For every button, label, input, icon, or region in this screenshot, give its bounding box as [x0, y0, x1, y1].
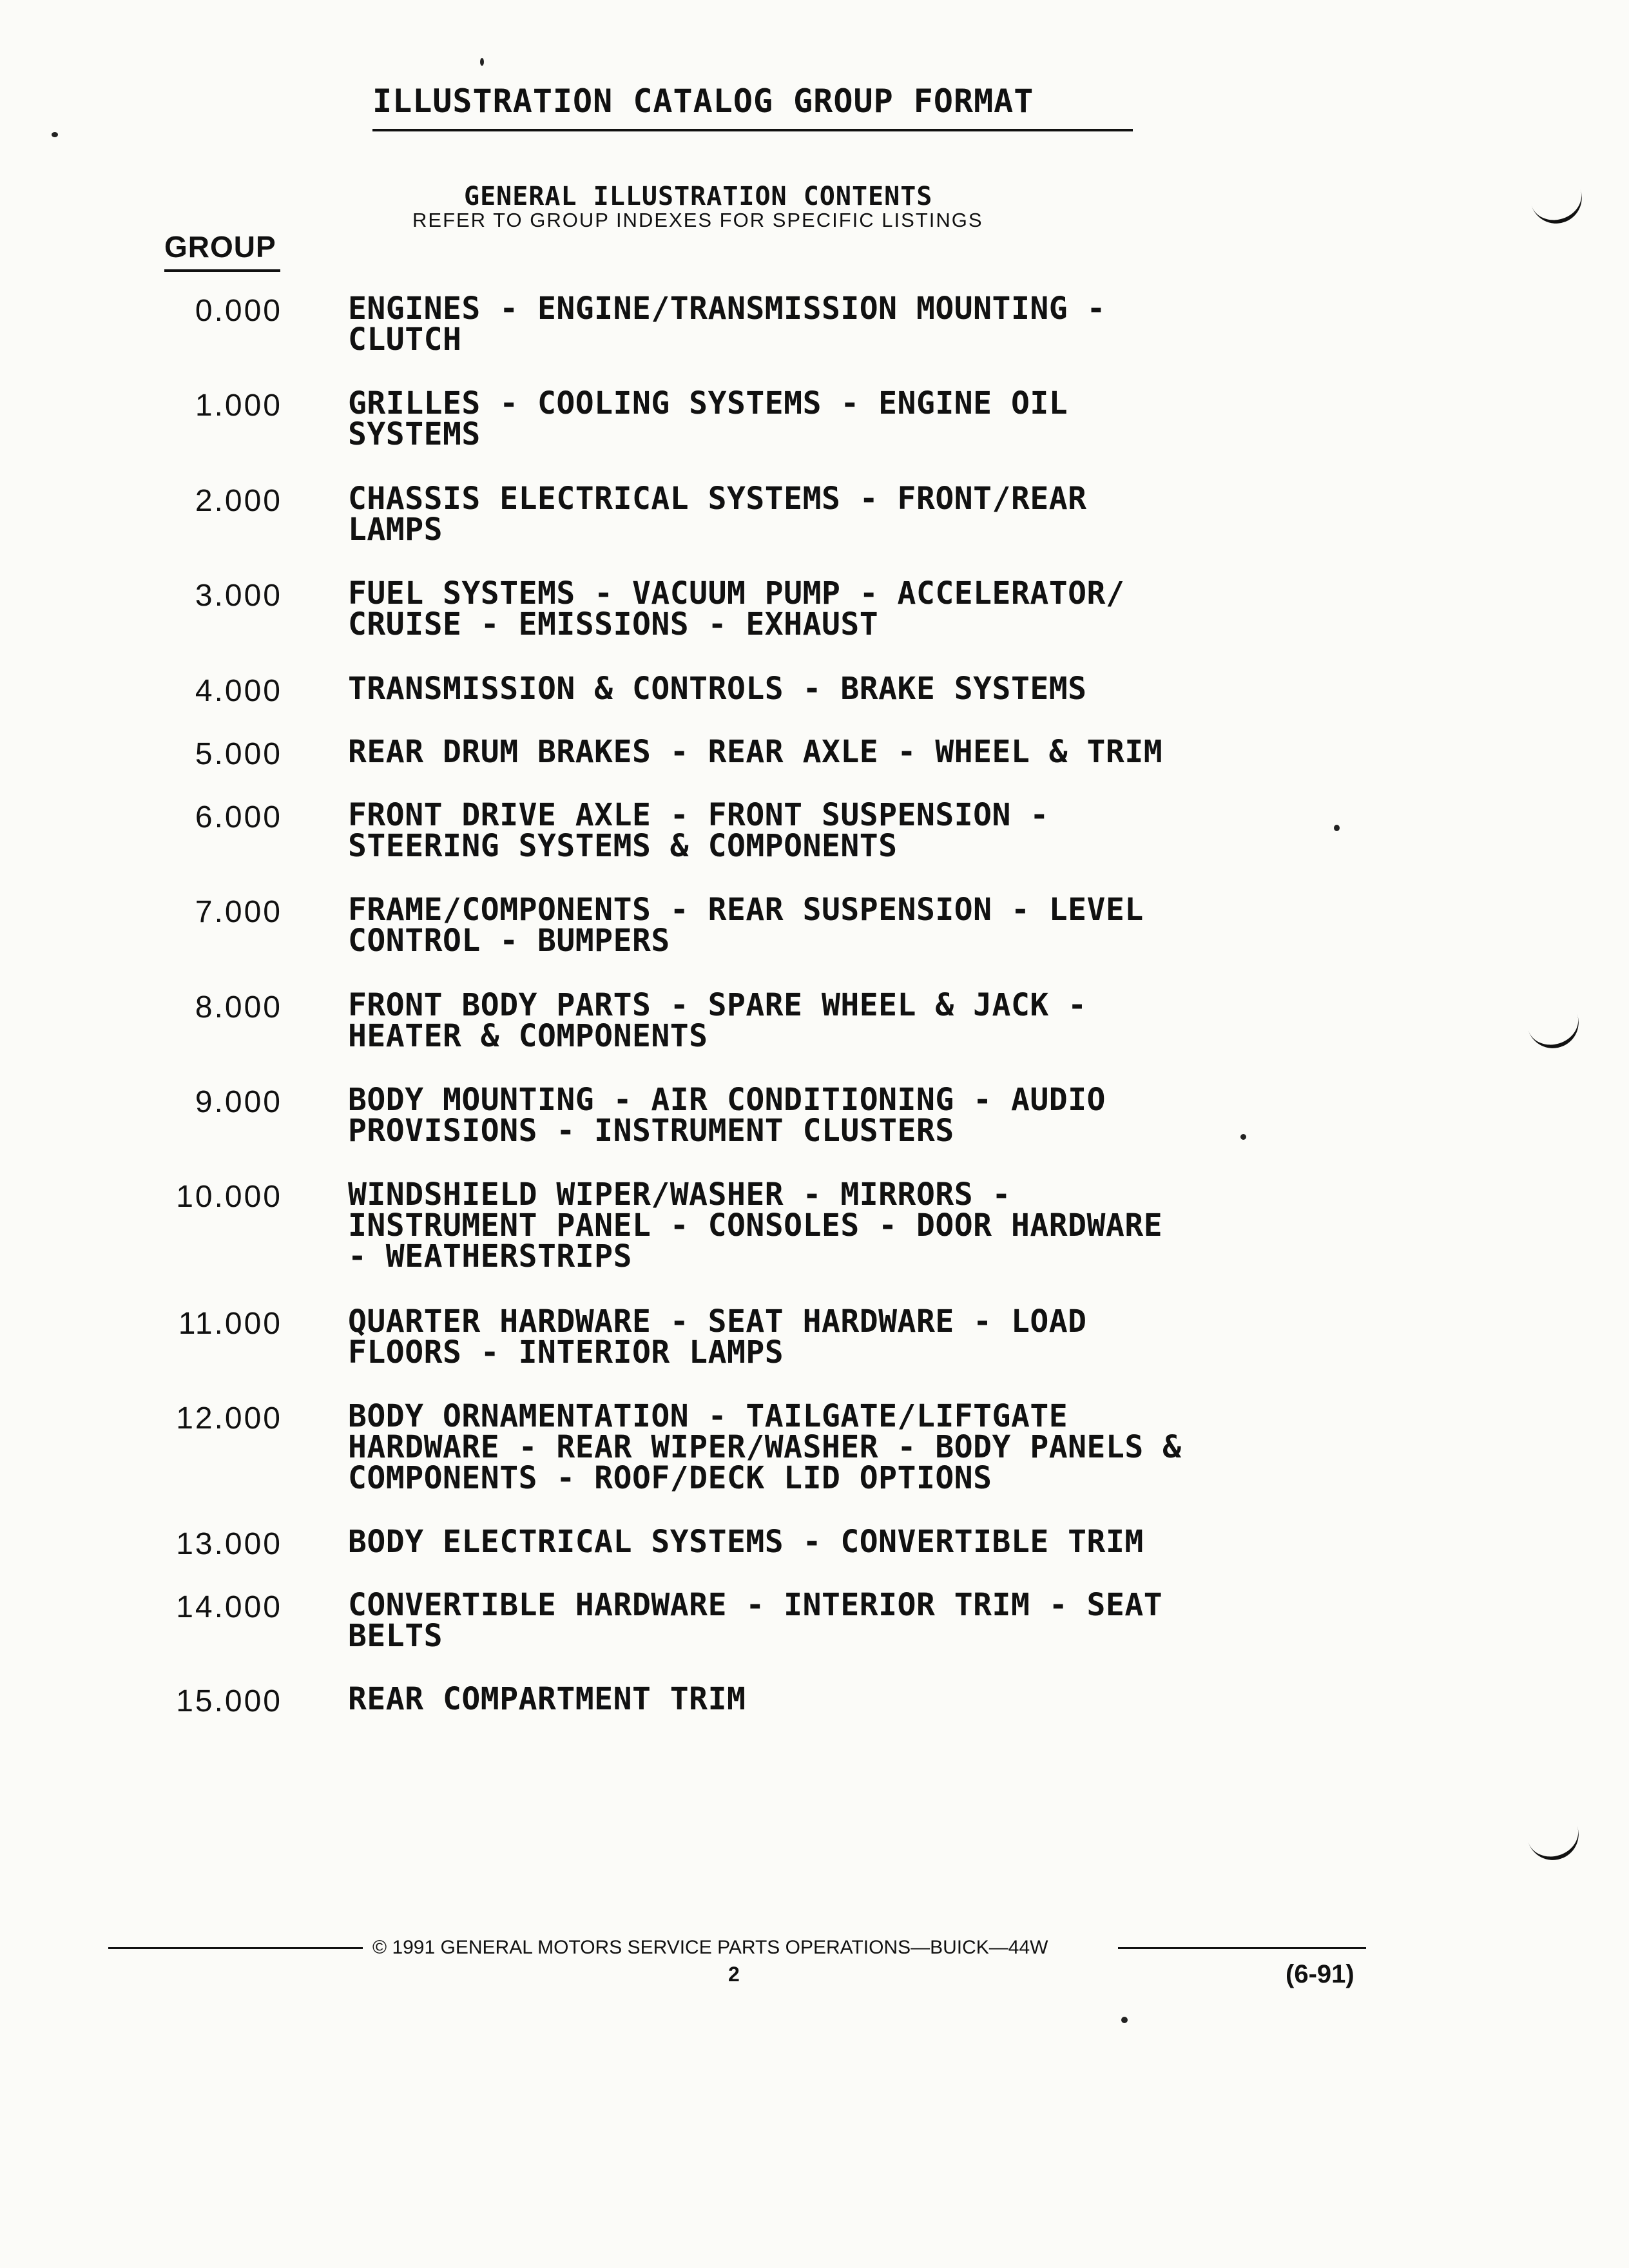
contents-subheading: REFER TO GROUP INDEXES FOR SPECIFIC LISTINGS [412, 209, 983, 231]
group-description: FRONT BODY PARTS - SPARE WHEEL & JACK - HEATER & COMPONENTS [348, 987, 1087, 1054]
group-number: 13.000 [176, 1527, 282, 1561]
group-number: 1.000 [195, 389, 282, 423]
group-number: 3.000 [195, 579, 282, 613]
group-description: FRAME/COMPONENTS - REAR SUSPENSION - LEVEL CONTROL - BUMPERS [348, 892, 1144, 959]
group-description: REAR DRUM BRAKES - REAR AXLE - WHEEL & TRIM [348, 734, 1163, 770]
group-number: 11.000 [178, 1307, 282, 1341]
group-description: CHASSIS ELECTRICAL SYSTEMS - FRONT/REAR LAMPS [348, 481, 1087, 548]
group-number: 10.000 [176, 1180, 282, 1214]
contents-heading: GENERAL ILLUSTRATION CONTENTS [464, 182, 933, 211]
title-underline [372, 129, 1133, 131]
group-number: 9.000 [195, 1085, 282, 1119]
page-number: 2 [728, 1963, 740, 1986]
binder-hole-mark [1530, 186, 1588, 230]
group-description: QUARTER HARDWARE - SEAT HARDWARE - LOAD FLOORS - INTERIOR LAMPS [348, 1303, 1087, 1370]
page-title: ILLUSTRATION CATALOG GROUP FORMAT [372, 82, 1034, 120]
group-description: TRANSMISSION & CONTROLS - BRAKE SYSTEMS [348, 671, 1087, 707]
group-number: 12.000 [176, 1401, 282, 1436]
scan-speck [1240, 1134, 1246, 1140]
scan-speck [480, 58, 484, 66]
group-number: 14.000 [176, 1590, 282, 1624]
group-number: 0.000 [195, 294, 282, 328]
scan-speck [1121, 2017, 1128, 2023]
group-number: 6.000 [195, 800, 282, 834]
group-description: GRILLES - COOLING SYSTEMS - ENGINE OIL SYSTEMS [348, 385, 1068, 452]
group-header-underline [164, 269, 280, 272]
group-number: 5.000 [195, 737, 282, 771]
revision-date: (6-91) [1286, 1960, 1354, 1988]
footer-rule-right [1118, 1947, 1366, 1949]
group-column-header: GROUP [164, 230, 276, 264]
group-description: CONVERTIBLE HARDWARE - INTERIOR TRIM - SEAT BELTS [348, 1587, 1163, 1654]
binder-hole-mark [1527, 1011, 1585, 1055]
group-description: WINDSHIELD WIPER/WASHER - MIRRORS - INSTRUMENT PANEL - CONSOLES - DOOR HARDWARE - WEATHERSTRIPS [348, 1177, 1163, 1274]
group-number: 4.000 [195, 674, 282, 708]
group-description: BODY ORNAMENTATION - TAILGATE/LIFTGATE HARDWARE - REAR WIPER/WASHER - BODY PANELS & COMPONENTS - ROOF/DECK LID OPTIONS [348, 1398, 1182, 1496]
group-description: ENGINES - ENGINE/TRANSMISSION MOUNTING - CLUTCH [348, 291, 1106, 358]
scan-speck [1334, 825, 1340, 831]
group-description: REAR COMPARTMENT TRIM [348, 1681, 746, 1717]
binder-hole-mark [1527, 1823, 1585, 1867]
group-number: 2.000 [195, 484, 282, 518]
group-description: BODY MOUNTING - AIR CONDITIONING - AUDIO PROVISIONS - INSTRUMENT CLUSTERS [348, 1082, 1106, 1149]
footer-copyright: © 1991 GENERAL MOTORS SERVICE PARTS OPERATIONS—BUICK—44W [372, 1937, 1048, 1958]
group-description: FUEL SYSTEMS - VACUUM PUMP - ACCELERATOR/ CRUISE - EMISSIONS - EXHAUST [348, 575, 1125, 642]
footer-rule-left [108, 1947, 363, 1949]
group-description: FRONT DRIVE AXLE - FRONT SUSPENSION - STEERING SYSTEMS & COMPONENTS [348, 797, 1049, 864]
group-number: 7.000 [195, 895, 282, 929]
group-number: 8.000 [195, 990, 282, 1024]
group-number: 15.000 [176, 1684, 282, 1718]
scan-speck [52, 132, 58, 137]
group-description: BODY ELECTRICAL SYSTEMS - CONVERTIBLE TRIM [348, 1524, 1144, 1560]
